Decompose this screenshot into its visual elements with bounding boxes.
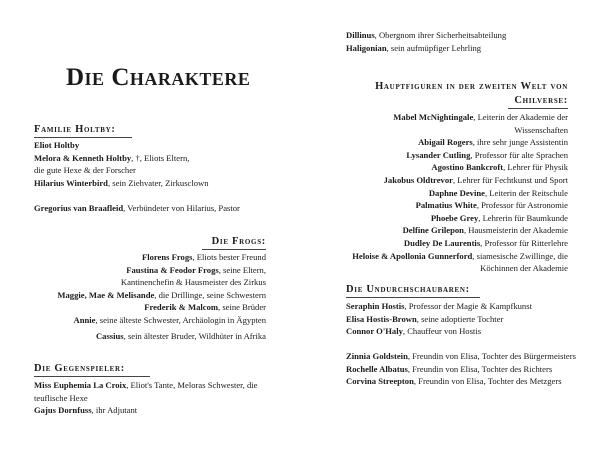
- character-name: Gajus Dornfuss: [34, 405, 92, 416]
- character-entry: [346, 313, 532, 326]
- character-description: die gute Hexe & der Forscher: [34, 165, 136, 176]
- character-name: Faustina & Feodor Frogs: [126, 264, 219, 275]
- character-entry: [352, 111, 568, 124]
- opaque-list-2: [346, 350, 576, 388]
- character-name: Connor O'Haly: [346, 326, 403, 337]
- character-name: Seraphin Hostis: [346, 301, 405, 311]
- character-description: , Leiterin der Akademie der: [473, 112, 568, 122]
- character-entry: [352, 149, 568, 162]
- character-entry: [352, 262, 568, 275]
- frogs-list: [57, 251, 266, 327]
- character-description: , Professor für Ritterlehre: [480, 237, 568, 248]
- character-description: , Leiterin der Reitschule: [484, 187, 568, 198]
- character-entry: [346, 350, 576, 363]
- character-description: , Lehrer für Physik: [503, 162, 568, 173]
- character-entry: [57, 264, 266, 277]
- character-entry: [352, 174, 568, 187]
- character-name: Phoebe Grey: [430, 212, 479, 223]
- frogs-list-2: [96, 330, 266, 343]
- character-entry: [352, 187, 568, 200]
- character-name: Miss Euphemia La Croix: [34, 380, 127, 390]
- character-name: Eliot Holtby: [34, 140, 80, 150]
- character-name: Cassius: [95, 331, 124, 341]
- character-entry: [34, 164, 209, 177]
- character-name: Heloise & Apollonia Gunnerford: [352, 250, 473, 261]
- character-description: , †, Eliots Eltern,: [131, 152, 190, 163]
- character-name: Hilarius Winterbird: [34, 177, 108, 188]
- character-name: Rochelle Albatus: [346, 363, 408, 374]
- character-entry: [57, 251, 266, 264]
- character-description: , Professor für alte Sprachen: [470, 149, 568, 160]
- character-entry: [352, 136, 568, 149]
- character-entry: [34, 139, 209, 152]
- heading-underline: [34, 137, 132, 138]
- character-description: teuflische Hexe: [34, 392, 88, 403]
- character-entry: [34, 392, 257, 405]
- character-entry: [57, 276, 266, 289]
- right-page: [300, 0, 600, 456]
- character-name: Palmatius White: [415, 200, 477, 211]
- character-name: Mabel McNightingale: [393, 112, 474, 122]
- character-name: Lysander Cutling: [406, 149, 471, 160]
- opponents-list: [34, 379, 257, 417]
- character-description: , sein Ziehvater, Zirkusclown: [107, 177, 209, 188]
- character-description: , Professor der Magie & Kampfkunst: [404, 301, 532, 311]
- character-description: , Lehrer für Fechtkunst und Sport: [452, 174, 568, 185]
- heading-familie-holtby: Familie Holtby:: [34, 124, 116, 135]
- character-description: , sein aufmüpfiger Lehrling: [386, 42, 482, 53]
- character-description: , seine Brüder: [218, 302, 266, 313]
- character-entry: [352, 237, 568, 250]
- heading-underline: [34, 376, 150, 377]
- character-entry: [34, 177, 209, 190]
- character-name: Maggie, Mae & Melisande: [57, 289, 155, 300]
- character-name: Agostino Bankcroft: [431, 162, 504, 173]
- character-description: , siamesische Zwillinge, die: [472, 250, 568, 261]
- character-name: Delfine Grilepon: [402, 225, 464, 236]
- character-description: , Freundin von Elisa, Tochter des Metzgers: [413, 376, 562, 387]
- opaque-list: [346, 300, 532, 338]
- character-description: Kantinenchefin & Hausmeister des Zirkus: [120, 277, 266, 288]
- character-name: Frederik & Malcom: [144, 302, 219, 313]
- character-description: , Freundin von Elisa, Tochter des Richters: [407, 363, 553, 374]
- character-entry: [346, 375, 576, 388]
- heading-die-undurchschaubaren: Die Undurchschaubaren:: [346, 284, 470, 295]
- opponents-list-continued: [346, 29, 506, 54]
- character-entry: [346, 325, 532, 338]
- character-entry: [57, 314, 266, 327]
- character-entry: [34, 152, 209, 165]
- character-description: , seine älteste Schwester, Archäologin in Ägypten: [95, 314, 266, 325]
- main-figures-list: [352, 111, 568, 275]
- character-name: Haligonian: [346, 42, 387, 53]
- heading-underline: [346, 297, 480, 298]
- character-entry: [346, 29, 506, 42]
- character-description: , die Drillinge, seine Schwestern: [154, 289, 266, 300]
- character-name: Jakobus Oldtrevor: [383, 174, 453, 185]
- character-name: Elisa Hostis-Brown: [346, 313, 417, 324]
- heading-die-frogs: Die Frogs:: [211, 236, 266, 247]
- character-entry: [352, 224, 568, 237]
- character-name: Dillinus: [346, 30, 375, 40]
- character-name: Abigail Rogers: [418, 137, 473, 148]
- character-entry: [346, 363, 576, 376]
- character-name: Corvina Streepton: [346, 376, 414, 387]
- heading-die-gegenspieler: Die Gegenspieler:: [34, 363, 125, 374]
- character-entry: [352, 212, 568, 225]
- character-entry: [34, 379, 257, 392]
- character-entry: [96, 330, 266, 343]
- character-name: Florens Frogs: [141, 252, 193, 262]
- character-description: , seine adoptierte Tochter: [416, 313, 504, 324]
- character-description: Köchinnen der Akademie: [480, 263, 568, 274]
- character-description: , Professor für Astronomie: [476, 200, 568, 211]
- page-title: Die Charaktere: [66, 64, 251, 91]
- character-name: Gregorius van Braafleid: [34, 203, 124, 213]
- heading-underline: [202, 249, 266, 250]
- character-entry: [352, 250, 568, 263]
- family-holtby-list-2: [34, 202, 240, 215]
- character-description: , ihr Adjutant: [91, 405, 138, 416]
- heading-underline: [508, 108, 568, 109]
- character-description: , seine Eltern,: [218, 264, 266, 275]
- character-description: , Lehrerin für Baumkunde: [478, 212, 568, 223]
- character-description: , Hausmeisterin der Akademie: [463, 225, 568, 236]
- character-entry: [57, 289, 266, 302]
- character-name: Annie: [73, 314, 96, 325]
- character-description: , Eliots bester Freund: [192, 252, 266, 262]
- heading-hauptfiguren-line1: Hauptfiguren in der zweiten Welt von: [375, 81, 568, 92]
- heading-hauptfiguren: [375, 80, 568, 108]
- character-entry: [34, 202, 240, 215]
- character-name: Melora & Kenneth Holtby: [34, 152, 132, 163]
- character-entry: [346, 42, 506, 55]
- character-entry: [346, 300, 532, 313]
- character-entry: [57, 301, 266, 314]
- character-entry: [352, 161, 568, 174]
- character-name: Zinnia Goldstein: [346, 351, 408, 361]
- character-description: Wissenschaften: [514, 124, 568, 135]
- character-entry: [352, 124, 568, 137]
- character-name: Dudley De Laurentis: [403, 237, 481, 248]
- character-description: , sein ältester Bruder, Wildhüter in Afrika: [123, 331, 266, 341]
- character-entry: [352, 199, 568, 212]
- character-description: , ihre sehr junge Assistentin: [472, 137, 568, 148]
- character-description: , Obergnom ihrer Sicherheitsabteilung: [374, 30, 507, 40]
- family-holtby-list: [34, 139, 209, 189]
- character-description: , Chauffeur von Hostis: [402, 326, 482, 337]
- character-description: , Verbündeter von Hilarius, Pastor: [123, 203, 240, 213]
- character-description: , Eliot's Tante, Meloras Schwester, die: [126, 380, 258, 390]
- character-entry: [34, 404, 257, 417]
- character-name: Daphne Devine: [428, 187, 485, 198]
- character-description: , Freundin von Elisa, Tochter des Bürgermeisters: [407, 351, 576, 361]
- heading-hauptfiguren-line2: Chilverse:: [514, 95, 568, 106]
